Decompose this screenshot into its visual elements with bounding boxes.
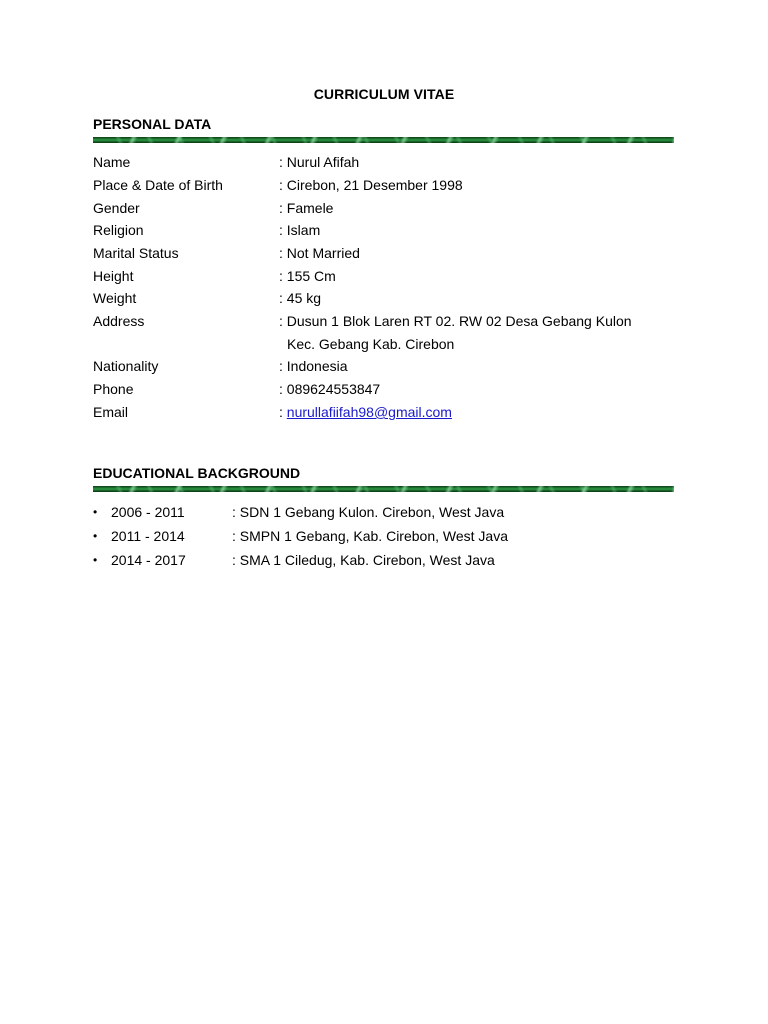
field-value: : Indonesia	[279, 358, 348, 374]
field-label: Nationality	[93, 358, 159, 374]
field-value-continuation: Kec. Gebang Kab. Cirebon	[287, 336, 455, 352]
field-label: Height	[93, 268, 134, 284]
field-label: Religion	[93, 222, 144, 238]
field-label: Address	[93, 313, 145, 329]
field-label: Gender	[93, 200, 140, 216]
field-label: Marital Status	[93, 245, 179, 261]
email-link[interactable]: nurullafiifah98@gmail.com	[286, 404, 452, 420]
education-years: 2006 - 2011	[111, 504, 185, 520]
list-item	[93, 504, 693, 521]
field-value: : 089624553847	[279, 381, 381, 397]
personal-data-heading: PERSONAL DATA	[93, 116, 212, 132]
education-school: : SDN 1 Gebang Kulon. Cirebon, West Java	[232, 504, 505, 520]
field-label: Phone	[93, 381, 134, 397]
education-heading: EDUCATIONAL BACKGROUND	[93, 465, 301, 481]
field-value	[279, 404, 452, 421]
field-marital-status	[93, 245, 693, 262]
field-value: : 155 Cm	[279, 268, 336, 284]
field-value: : 45 kg	[279, 290, 322, 306]
field-nationality	[93, 358, 693, 375]
field-email	[93, 404, 693, 421]
education-school: : SMPN 1 Gebang, Kab. Cirebon, West Java	[232, 528, 508, 544]
list-item	[93, 528, 693, 545]
field-label: Email	[93, 404, 129, 420]
field-weight	[93, 290, 693, 307]
document-title: CURRICULUM VITAE	[313, 86, 455, 102]
field-name	[93, 154, 693, 171]
email-prefix: :	[279, 404, 287, 420]
field-label: Place & Date of Birth	[93, 177, 223, 193]
field-value: : Not Married	[279, 245, 360, 261]
field-address	[93, 313, 693, 352]
field-value: : Cirebon, 21 Desember 1998	[279, 177, 463, 193]
field-religion	[93, 222, 693, 239]
field-label: Weight	[93, 290, 137, 306]
list-item	[93, 552, 693, 569]
bullet: •	[93, 553, 98, 567]
field-gender	[93, 200, 693, 217]
education-years: 2014 - 2017	[111, 552, 186, 568]
field-value: : Famele	[279, 200, 334, 216]
field-birth	[93, 177, 693, 194]
section-divider	[93, 486, 674, 492]
bullet: •	[93, 505, 98, 519]
field-height	[93, 268, 693, 285]
education-school: : SMA 1 Ciledug, Kab. Cirebon, West Java	[232, 552, 495, 568]
bullet: •	[93, 529, 98, 543]
field-value: : Islam	[279, 222, 321, 238]
field-phone	[93, 381, 693, 398]
field-value: : Nurul Afifah	[279, 154, 360, 170]
field-value: : Dusun 1 Blok Laren RT 02. RW 02 Desa Gebang Kulon	[279, 313, 632, 329]
education-years: 2011 - 2014	[111, 528, 185, 544]
section-divider	[93, 137, 674, 143]
field-label: Name	[93, 154, 131, 170]
